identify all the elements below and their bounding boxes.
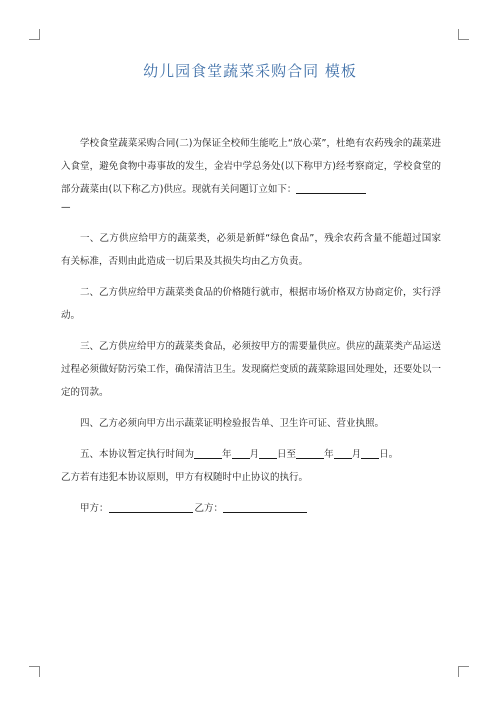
- crop-mark-bottom-left: [29, 666, 40, 677]
- party-a-label: 甲方：: [80, 503, 109, 514]
- end-year-blank[interactable]: [296, 447, 324, 459]
- party-a-signature-blank[interactable]: [109, 501, 193, 513]
- clause-5-month-1: 月: [249, 449, 260, 460]
- crop-mark-bottom-right: [458, 666, 469, 677]
- supplier-name-blank[interactable]: [296, 182, 366, 194]
- clause-5-year-2: 年: [324, 449, 334, 460]
- signature-line: [61, 497, 441, 520]
- end-day-blank[interactable]: [361, 447, 379, 459]
- clause-5-to: 日至: [277, 449, 297, 460]
- start-day-blank[interactable]: [259, 447, 277, 459]
- start-month-blank[interactable]: [232, 447, 250, 459]
- clause-5-day-2: 日。: [379, 449, 399, 460]
- party-b-label: 乙方：: [194, 503, 224, 514]
- start-year-blank[interactable]: [194, 447, 222, 459]
- intro-paragraph: [61, 132, 441, 201]
- party-b-signature-blank[interactable]: [223, 501, 307, 513]
- clause-5-lead: 五、本协议暂定执行时间为: [80, 449, 195, 460]
- clause-5-month-2: 月: [351, 449, 362, 460]
- crop-mark-top-right: [458, 29, 469, 40]
- clause-5: [61, 443, 441, 489]
- document-body: [61, 132, 441, 528]
- end-month-blank[interactable]: [334, 447, 352, 459]
- clause-4: 四、乙方必须向甲方出示蔬菜证明检验报告单、卫生许可证、营业执照。: [80, 418, 385, 429]
- clause-5-year-1: 年: [222, 449, 232, 460]
- intro-dash: —: [61, 202, 71, 213]
- closing-text: 乙方若有违犯本协议原则，甲方有权随时中止协议的执行。: [61, 472, 309, 483]
- clause-1: 一、乙方供应给甲方的蔬菜类，必须是新鲜“绿色食品”，残余农药含量不能超过国家有关标准，否则由此造成一切后果及其损失均由乙方负责。: [61, 233, 441, 267]
- crop-mark-top-left: [29, 29, 40, 40]
- intro-text: 学校食堂蔬菜采购合同(二)为保证全校师生能吃上“放心菜”，杜绝有农药残余的蔬菜进入食堂，避免食物中毒事故的发生，金岩中学总务处(以下称甲方)经考察商定，学校食堂的部分蔬菜由(以下称乙方)供应。现就有关问题订立如下：: [61, 138, 441, 195]
- clause-3: 三、乙方供应给甲方的蔬菜类食品，必须按甲方的需要量供应。供应的蔬菜类产品运送过程必须做好防污染工作，确保清洁卫生。发现腐烂变质的蔬菜除退回处理处，还要处以一定的罚款。: [61, 341, 442, 398]
- clause-2: 二、乙方供应给甲方蔬菜类食品的价格随行就市，根据市场价格双方协商定价，实行浮动。: [61, 287, 442, 321]
- document-title: 幼儿园食堂蔬菜采购合同 模板: [143, 62, 357, 80]
